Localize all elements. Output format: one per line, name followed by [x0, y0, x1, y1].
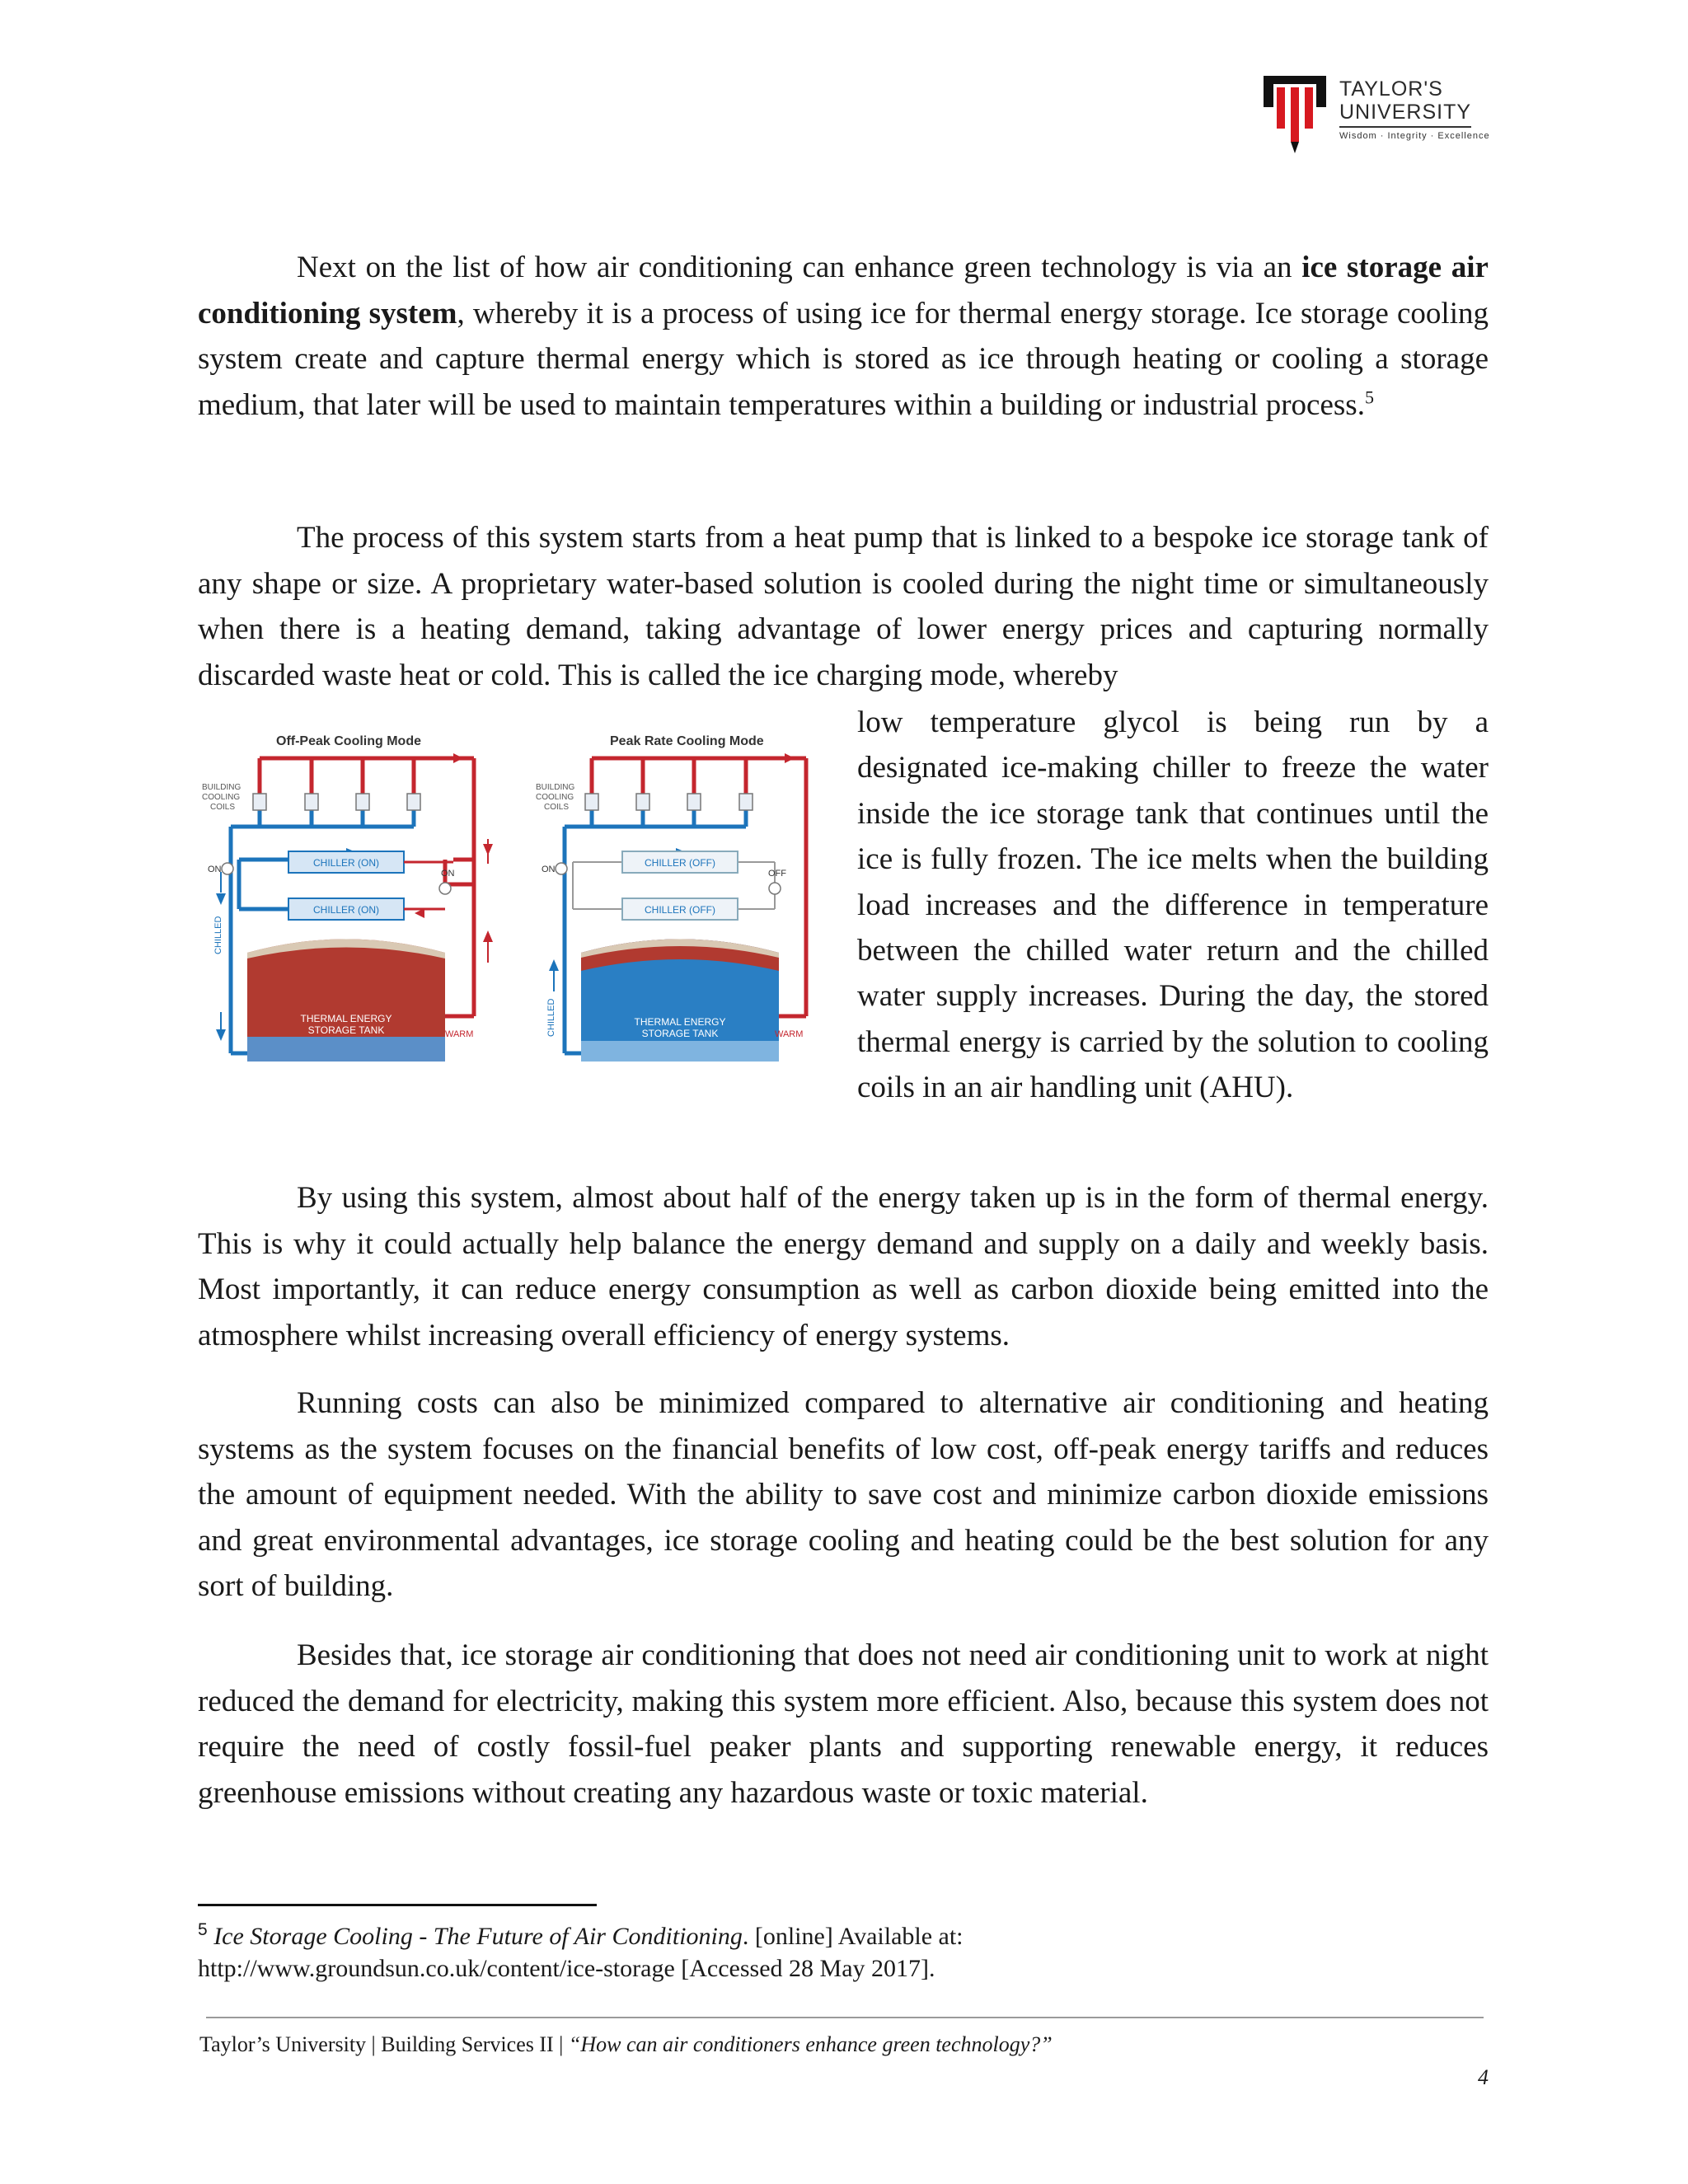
university-logo	[1264, 76, 1490, 158]
left-tank-label-2: STORAGE TANK	[307, 1024, 385, 1036]
p5-text: Besides that, ice storage air conditioning that does not need air conditioning unit to work at night reduced the demand for electricity, making this system more efficient. Also, because this system does not require the need of costly fossil-fuel peaker plants and supporting renewable energy, it reduces greenhouse emissions without creating any hazardous waste or toxic material.	[198, 1638, 1489, 1810]
p1-bold-term: ice storage air conditioning system	[198, 251, 1489, 330]
off-peak-diagram	[202, 734, 493, 1062]
paragraph-process-wrap: low temperature glycol is being run by a designated ice-making chiller to freeze the water inside the ice storage tank that continues until the ice is fully frozen. The ice melts when the building load increases and the difference in temperature between the chilled water return and the chilled water supply increases. During the day, the stored thermal energy is carried by the solution to cooling coils in an air handling unit (AHU).	[857, 705, 1489, 1105]
left-bypass-valve-icon	[439, 883, 451, 894]
p2-text: The process of this system starts from a heat pump that is linked to a bespoke ice storage tank of any shape or size. A proprietary water-based solution is cooled during the night time or simultaneously when there is a heating demand, taking advantage of lower energy prices and capturing normally discarded waste heat or cold. This is called the ice charging mode, whereby	[198, 521, 1489, 692]
footnote-title: Ice Storage Cooling - The Future of Air Conditioning	[213, 1923, 743, 1950]
paragraph-intro	[198, 245, 1489, 428]
left-chiller-2-label: CHILLER (ON)	[312, 904, 380, 916]
right-pump-label: ON	[542, 865, 556, 874]
taylors-shield-icon	[1264, 76, 1329, 154]
p1-rest: , whereby it is a process of using ice for thermal energy storage. Ice storage cooling system create and capture thermal energy which is stored as ice through heating or cooling a storage medium, that later will be used to maintain temperatures within a building or industrial process.	[198, 296, 1489, 422]
logo-tagline: Wisdom · Integrity · Excellence	[1339, 131, 1490, 141]
left-coils-label-2: COOLING	[202, 793, 241, 802]
p4-text: Running costs can also be minimized compared to alternative air conditioning and heating systems as the system focuses on the financial benefits of low cost, off-peak energy tariffs and reduces the amount of equipment needed. With the ability to save cost and minimize carbon dioxide emissions and great environmental advantages, ice storage cooling and heating could be the best solution for any sort of building.	[198, 1386, 1489, 1603]
peak-rate-diagram	[536, 734, 806, 1062]
paragraph-besides	[198, 1633, 1489, 1816]
left-pump-icon	[222, 863, 233, 874]
ice-storage-diagram	[198, 724, 824, 1111]
right-coils-label-2: COOLING	[536, 793, 574, 802]
footnote-rest: . [online] Available at:	[742, 1923, 964, 1950]
paragraph-running-costs	[198, 1380, 1489, 1610]
footer-divider	[206, 2017, 1484, 2018]
right-chilled-label: CHILLED	[546, 998, 556, 1037]
footnote-number: 5	[198, 1920, 208, 1939]
left-warm-label: WARM	[445, 1029, 474, 1039]
page-footer	[199, 2032, 1053, 2057]
right-tank-label-2: STORAGE TANK	[641, 1028, 719, 1039]
logo-line2: UNIVERSITY	[1339, 101, 1472, 124]
page-number: 4	[1478, 2065, 1489, 2089]
right-bypass-label: OFF	[768, 869, 786, 879]
left-bypass-label: ON	[441, 869, 455, 879]
left-chiller-1-label: CHILLER (ON)	[312, 857, 380, 869]
left-coils-label-3: COILS	[210, 803, 236, 812]
footnote-url[interactable]: http://www.groundsun.co.uk/content/ice-storage [Accessed 28 May 2017].	[198, 1955, 935, 1982]
logo-line1: TAYLOR'S	[1339, 77, 1443, 101]
right-tank-label-1: THERMAL ENERGY	[634, 1016, 726, 1028]
paragraph-process	[198, 515, 1489, 698]
footnote	[198, 1920, 1489, 1985]
left-coils-label-1: BUILDING	[202, 783, 241, 792]
footnote-divider	[198, 1904, 597, 1906]
paragraph-benefits	[198, 1175, 1489, 1358]
right-chiller-1-label: CHILLER (OFF)	[644, 857, 716, 869]
right-coils-label-3: COILS	[544, 803, 570, 812]
right-chiller-2-label: CHILLER (OFF)	[644, 904, 716, 916]
left-pump-label: ON	[208, 865, 222, 874]
p1-lead: Next on the list of how air conditioning can enhance green technology is via an	[297, 251, 1302, 284]
right-title: Peak Rate Cooling Mode	[610, 734, 764, 748]
p3-text: By using this system, almost about half of the energy taken up is in the form of thermal energy. This is why it could actually help balance the energy demand and supply on a daily and weekly basis. Most importantly, it can reduce energy consumption as well as carbon dioxide being emitted into the atmosphere whilst increasing overall efficiency of energy systems.	[198, 1181, 1489, 1352]
footer-left: Taylor’s University | Building Services II |	[199, 2032, 569, 2056]
left-chilled-label: CHILLED	[213, 916, 223, 954]
right-bypass-valve-icon	[769, 883, 781, 894]
right-pump-icon	[556, 863, 567, 874]
right-coils-label-1: BUILDING	[536, 783, 575, 792]
left-tank-label-1: THERMAL ENERGY	[300, 1013, 392, 1024]
left-title: Off-Peak Cooling Mode	[276, 734, 421, 748]
right-warm-label: WARM	[775, 1029, 804, 1039]
logo-divider	[1339, 126, 1471, 128]
footnote-ref[interactable]: 5	[1364, 387, 1374, 408]
footer-title: “How can air conditioners enhance green technology?”	[568, 2032, 1053, 2056]
